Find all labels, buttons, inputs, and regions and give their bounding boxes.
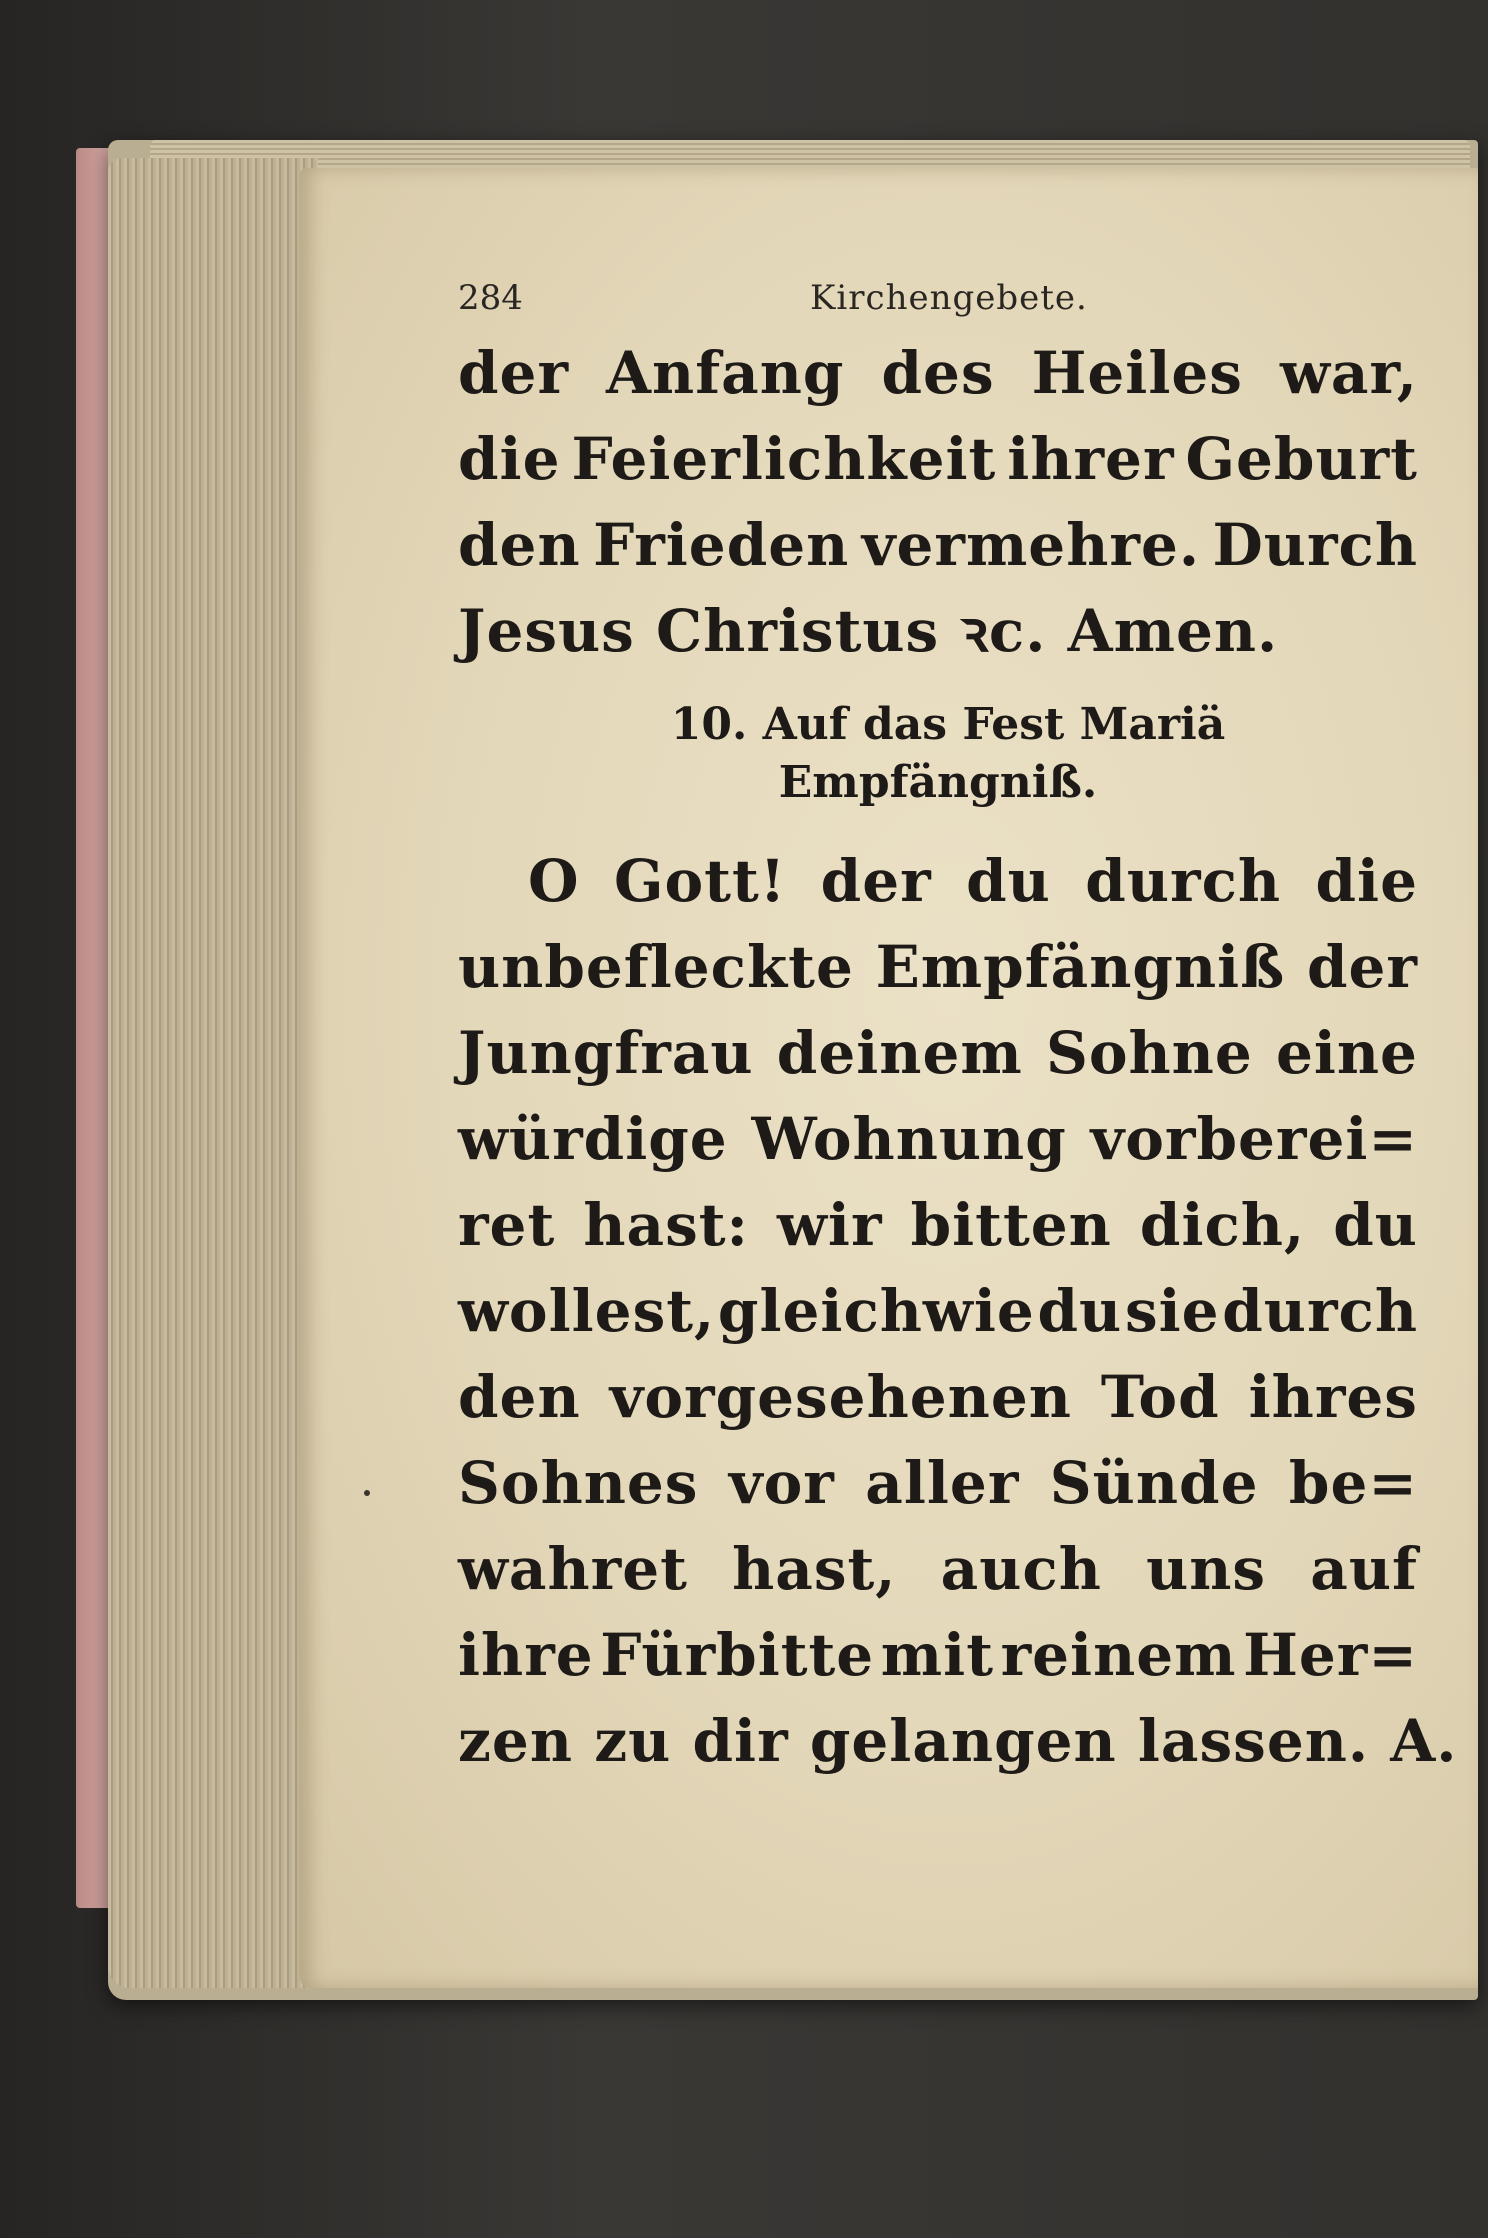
section-heading: 10. Auf das Fest Mariä [670, 699, 1226, 750]
text-line [458, 1612, 1418, 1698]
word: Anfang [606, 339, 845, 407]
word: war, [1279, 339, 1418, 407]
word: Wohnung [751, 1105, 1067, 1173]
word: vermehre. [861, 511, 1201, 579]
word: be= [1288, 1449, 1418, 1517]
page-top-edges [150, 140, 1470, 170]
word: Sohne [1045, 1019, 1253, 1087]
word: Durch [1212, 511, 1418, 579]
word: Feierlichkeit [571, 425, 997, 493]
word: ihrer [1007, 425, 1175, 493]
word: du [1333, 1191, 1418, 1259]
page-side-edges [108, 158, 318, 1988]
word: dich, [1139, 1191, 1306, 1259]
word: durch [1222, 1277, 1418, 1345]
word: eine [1275, 1019, 1418, 1087]
word: den [458, 511, 581, 579]
word: hast, [732, 1535, 897, 1603]
word: Sünde [1049, 1449, 1259, 1517]
text-line [458, 1440, 1418, 1526]
word: Gott! [613, 847, 787, 915]
text-line: zen zu dir gelangen lassen. A. [458, 1707, 1458, 1775]
word: du [1037, 1277, 1123, 1345]
word: Jungfrau [458, 1019, 754, 1087]
word: wollest, [458, 1277, 716, 1345]
word: würdige [458, 1105, 728, 1173]
word: hast: [583, 1191, 749, 1259]
word: unbefleckte [458, 933, 854, 1001]
word: du [966, 847, 1051, 915]
text-line [458, 1182, 1418, 1268]
text-line [458, 1526, 1418, 1612]
text-line [458, 838, 1418, 924]
word: den [458, 1363, 581, 1431]
word: Sohnes [458, 1449, 699, 1517]
word: Frieden [593, 511, 850, 579]
word: Her= [1243, 1621, 1418, 1689]
word: Heiles [1031, 339, 1243, 407]
running-title: Kirchengebete. [810, 278, 1088, 318]
word: die [458, 425, 561, 493]
word: bitten [910, 1191, 1112, 1259]
word: auch [940, 1535, 1102, 1603]
paragraph-continued [458, 330, 1418, 674]
text-line: Jesus Christus ꝛc. Amen. [458, 597, 1279, 665]
word: die [1315, 847, 1418, 915]
running-head [458, 270, 1418, 330]
text-line [458, 1268, 1418, 1354]
word: O [528, 847, 580, 915]
word: aller [865, 1449, 1020, 1517]
word: vor [728, 1449, 835, 1517]
page-number: 284 [458, 278, 523, 318]
word: ret [458, 1191, 556, 1259]
word: wahret [458, 1535, 688, 1603]
ink-speck [364, 1490, 370, 1496]
word: uns [1146, 1535, 1267, 1603]
word: Empfängniß [875, 933, 1286, 1001]
word: sie [1124, 1277, 1220, 1345]
word: der [820, 847, 932, 915]
word: mit [880, 1621, 994, 1689]
page-text [458, 270, 1458, 1784]
word: wir [776, 1191, 883, 1259]
text-line [458, 1096, 1418, 1182]
text-line [458, 1010, 1418, 1096]
word: Geburt [1185, 425, 1418, 493]
word: gleichwie [717, 1277, 1035, 1345]
section-heading-continued: Empfängniß. [778, 757, 1098, 808]
text-line [458, 1354, 1418, 1440]
text-line [458, 330, 1418, 416]
word: auf [1310, 1535, 1418, 1603]
prayer-paragraph [458, 838, 1458, 1784]
word: des [881, 339, 995, 407]
word: Tod [1100, 1363, 1220, 1431]
word: durch [1085, 847, 1282, 915]
text-line [458, 416, 1418, 502]
word: der [458, 339, 570, 407]
text-line [458, 502, 1418, 588]
word: vorgesehenen [609, 1363, 1072, 1431]
word: vorberei= [1090, 1105, 1418, 1173]
word: der [1306, 933, 1418, 1001]
word: ihre [458, 1621, 594, 1689]
word: reinem [1000, 1621, 1237, 1689]
word: ihres [1248, 1363, 1418, 1431]
word: Fürbitte [600, 1621, 875, 1689]
word: deinem [776, 1019, 1023, 1087]
text-line [458, 924, 1418, 1010]
